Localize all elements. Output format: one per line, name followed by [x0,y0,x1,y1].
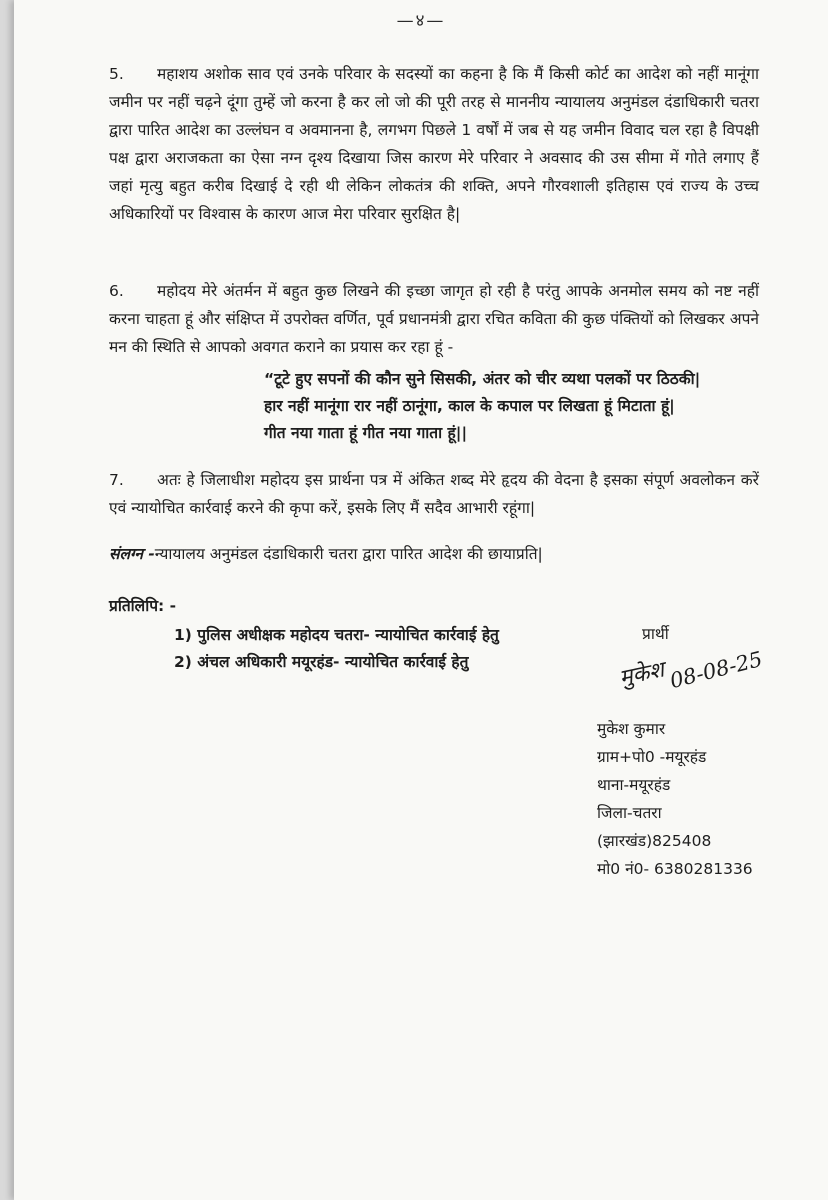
address-line: मो0 नं0- 6380281336 [597,860,753,878]
poem-quote [264,366,784,447]
paragraph-text: महाशय अशोक साव एवं उनके परिवार के सदस्यों का कहना है कि मैं किसी कोर्ट का आदेश को नहीं मानूंगा जमीन पर नहीं चढ़ने दूंगा तुम्हें जो करना है कर लो जो की पूरी तरह से माननीय न्यायालय अनुमंडल दंडाधिकारी चतरा द्वारा पारित आदेश का उल्लंघन व अवमानना है, लगभग पिछले 1 वर्षों में जब से यह जमीन विवाद चल रहा है विपक्षी पक्ष द्वारा अराजकता का ऐसा नग्न दृश्य दिखाया जिस कारण मेरे परिवार ने अवसाद की उस सीमा में गोते लगाए हैं जहां मृत्यु बहुत करीब दिखाई दे रही थी लेकिन लोकतंत्र की शक्ति, अपने गौरवशाली इतिहास एवं राज्य के उच्च अधिकारियों पर विश्वास के कारण आज मेरा परिवार सुरक्षित है| [109,65,759,223]
paragraph-7 [109,466,759,522]
address-line: मुकेश कुमार [597,720,666,738]
copy-to-list [174,622,594,676]
enclosure-note [109,540,759,568]
address-line: जिला-चतरा [597,804,662,822]
page-number: —४— [396,11,446,31]
paragraph-number: 7. [109,471,124,489]
copy-to-item: 2) अंचल अधिकारी मयूरहंड- न्यायोचित कार्रवाई हेतु [174,653,469,671]
poem-line: हार नहीं मानूंगा रार नहीं ठानूंगा, काल के कपाल पर लिखता हूं मिटाता हूं| [264,397,675,415]
address-line: (झारखंड)825408 [597,832,712,850]
paragraph-text: महोदय मेरे अंतर्मन में बहुत कुछ लिखने की इच्छा जागृत हो रही है परंतु आपके अनमोल समय को नष्ट नहीं करना चाहता हूं और संक्षिप्त में उपरोक्त वर्णित, पूर्व प्रधानमंत्री द्वारा रचित कविता की कुछ पंक्तियों को लिखकर अपने मन की स्थिति से आपको अवगत कराने का प्रयास कर रहा हूं - [109,282,759,356]
poem-line: गीत नया गाता हूं गीत नया गाता हूं|| [264,424,468,442]
enclosure-text: न्यायालय अनुमंडल दंडाधिकारी चतरा द्वारा पारित आदेश की छायाप्रति| [154,545,543,563]
copy-to-item: 1) पुलिस अधीक्षक महोदय चतरा- न्यायोचित कार्रवाई हेतु [174,626,499,644]
applicant-address [597,715,753,883]
paragraph-5 [109,60,759,228]
document-page [14,0,828,1200]
enclosure-label: संलग्न - [109,545,155,563]
address-line: थाना-मयूरहंड [597,776,671,794]
copy-to-heading: प्रतिलिपि: - [109,597,177,615]
signature-date: 08-08-25 [667,646,765,694]
handwritten-signature [609,640,789,720]
signature-name: मुकेश [617,657,667,692]
paragraph-6 [109,277,759,361]
poem-line: “टूटे हुए सपनों की कौन सुने सिसकी, अंतर को चीर व्यथा पलकों पर ठिठकी| [264,370,701,388]
paragraph-number: 5. [109,65,124,83]
address-line: ग्राम+पो0 -मयूरहंड [597,748,707,766]
paragraph-text: अतः हे जिलाधीश महोदय इस प्रार्थना पत्र में अंकित शब्द मेरे हृदय की वेदना है इसका संपूर्ण अवलोकन करें एवं न्यायोचित कार्रवाई करने की कृपा करें, इसके लिए मैं सदैव आभारी रहूंगा| [109,471,759,517]
applicant-label: प्रार्थी [642,625,669,643]
paragraph-number: 6. [109,282,124,300]
